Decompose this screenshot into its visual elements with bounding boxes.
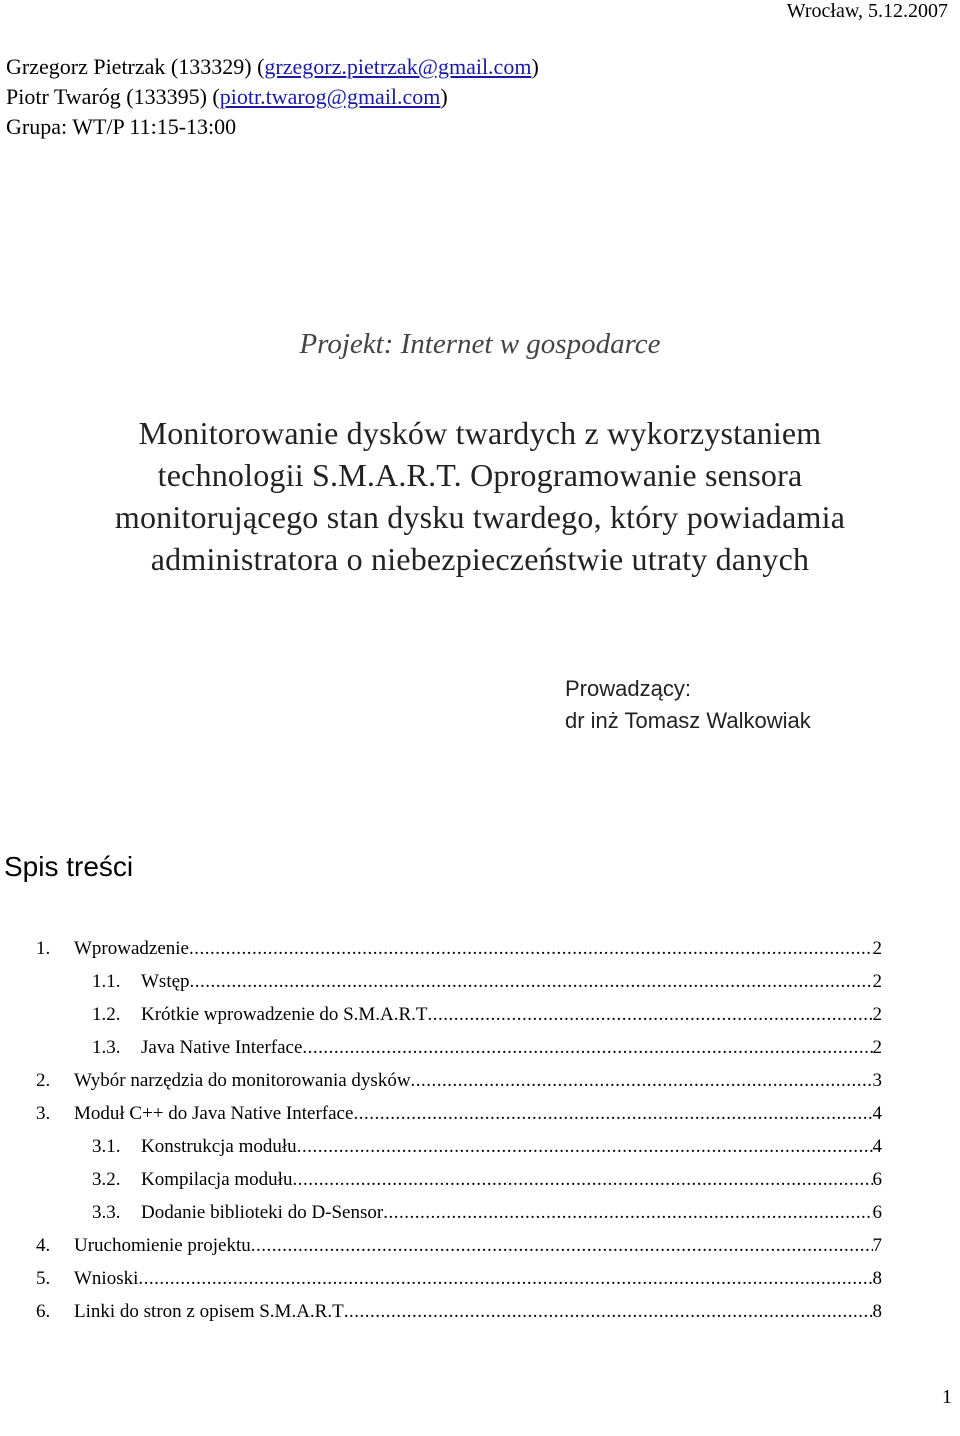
toc-entry-title: Krótkie wprowadzenie do S.M.A.R.T (141, 1004, 428, 1025)
toc-entry-page: 2 (872, 1037, 882, 1058)
toc-entry-number: 3. (36, 1103, 51, 1124)
toc-entry-title: Wnioski (74, 1268, 139, 1289)
toc-leader-dots (344, 1295, 873, 1328)
author-1-suffix: ) (531, 54, 539, 79)
toc-entry-title: Linki do stron z opisem S.M.A.R.T (74, 1301, 344, 1322)
toc-entry[interactable] (0, 1262, 960, 1295)
toc-entry-number: 3.1. (92, 1136, 121, 1157)
supervisor-name: dr inż Tomasz Walkowiak (565, 708, 811, 733)
toc-heading: Spis treści (4, 851, 134, 882)
title-line: monitorującego stan dysku twardego, który powiadamia (114, 499, 846, 535)
toc-entry-title: Uruchomienie projektu (74, 1235, 251, 1256)
toc-entry[interactable] (0, 1163, 960, 1196)
document-date: Wrocław, 5.12.2007 (786, 0, 948, 22)
toc-entry-title: Kompilacja modułu (141, 1169, 293, 1190)
title-line: Monitorowanie dysków twardych z wykorzystaniem (138, 415, 822, 451)
toc-entry-title: Moduł C++ do Java Native Interface (74, 1103, 354, 1124)
toc-entry-page: 2 (872, 938, 882, 959)
toc-entry[interactable] (0, 1130, 960, 1163)
toc-leader-dots (190, 965, 873, 998)
toc-entry-number: 4. (36, 1235, 51, 1256)
supervisor-block (565, 673, 811, 737)
authors-block (6, 52, 539, 142)
title-line: technologii S.M.A.R.T. Oprogramowanie sensora (157, 457, 803, 493)
toc-entry[interactable] (0, 965, 960, 998)
toc-leader-dots (251, 1229, 873, 1262)
author-1-email-link[interactable]: grzegorz.pietrzak@gmail.com (264, 54, 532, 79)
author-1-name: Grzegorz Pietrzak (133329) ( (6, 54, 265, 79)
toc-entry-number: 3.2. (92, 1169, 121, 1190)
toc-leader-dots (353, 1097, 872, 1130)
author-2-suffix: ) (440, 84, 448, 109)
toc-entry[interactable] (0, 932, 960, 965)
author-line-1 (6, 52, 539, 82)
toc-entry[interactable] (0, 1097, 960, 1130)
toc-entry-page: 2 (872, 1004, 882, 1025)
supervisor-label: Prowadzący: (565, 676, 691, 701)
toc-entry-title: Konstrukcja modułu (141, 1136, 297, 1157)
toc-entry[interactable] (0, 998, 960, 1031)
toc-entry-number: 1.2. (92, 1004, 121, 1025)
toc-entry-number: 1.1. (92, 971, 121, 992)
toc-entry-number: 6. (36, 1301, 51, 1322)
toc-entry-page: 2 (872, 971, 882, 992)
toc-leader-dots (297, 1130, 873, 1163)
toc-entry-page: 7 (872, 1235, 882, 1256)
toc-entry-title: Dodanie biblioteki do D-Sensor (141, 1202, 384, 1223)
toc-leader-dots (292, 1163, 872, 1196)
toc-entry[interactable] (0, 1229, 960, 1262)
page-number: 1 (942, 1386, 952, 1408)
toc-entry-number: 1.3. (92, 1037, 121, 1058)
toc-entry-title: Wstęp (141, 971, 190, 992)
toc-entry-number: 1. (36, 938, 51, 959)
author-2-name: Piotr Twaróg (133395) ( (6, 84, 220, 109)
toc-entry[interactable] (0, 1196, 960, 1229)
toc-entry-page: 8 (872, 1301, 882, 1322)
title-line: administratora o niebezpieczeństwie utraty danych (150, 541, 810, 577)
toc-entry[interactable] (0, 1064, 960, 1097)
toc-leader-dots (383, 1196, 872, 1229)
toc-entry-page: 6 (872, 1169, 882, 1190)
toc-leader-dots (411, 1064, 873, 1097)
toc-entry-number: 3.3. (92, 1202, 121, 1223)
document-title (40, 412, 920, 580)
toc-entry-title: Wybór narzędzia do monitorowania dysków (74, 1070, 411, 1091)
toc-leader-dots (302, 1031, 872, 1064)
toc-leader-dots (428, 998, 873, 1031)
toc-entry[interactable] (0, 1295, 960, 1328)
toc-entry-number: 2. (36, 1070, 51, 1091)
toc-entry-page: 3 (872, 1070, 882, 1091)
toc-entry-title: Java Native Interface (141, 1037, 303, 1058)
author-2-email-link[interactable]: piotr.twarog@gmail.com (219, 84, 441, 109)
project-subtitle: Projekt: Internet w gospodarce (299, 328, 661, 360)
toc-entry[interactable] (0, 1031, 960, 1064)
toc-entry-title: Wprowadzenie (74, 938, 189, 959)
toc-entry-page: 4 (872, 1103, 882, 1124)
toc-entry-page: 6 (872, 1202, 882, 1223)
toc-leader-dots (189, 932, 873, 965)
toc-entry-number: 5. (36, 1268, 51, 1289)
toc-entry-page: 8 (872, 1268, 882, 1289)
author-line-2 (6, 82, 539, 112)
toc-leader-dots (138, 1262, 872, 1295)
group-line: Grupa: WT/P 11:15-13:00 (6, 114, 237, 139)
table-of-contents (0, 932, 960, 1328)
toc-entry-page: 4 (872, 1136, 882, 1157)
